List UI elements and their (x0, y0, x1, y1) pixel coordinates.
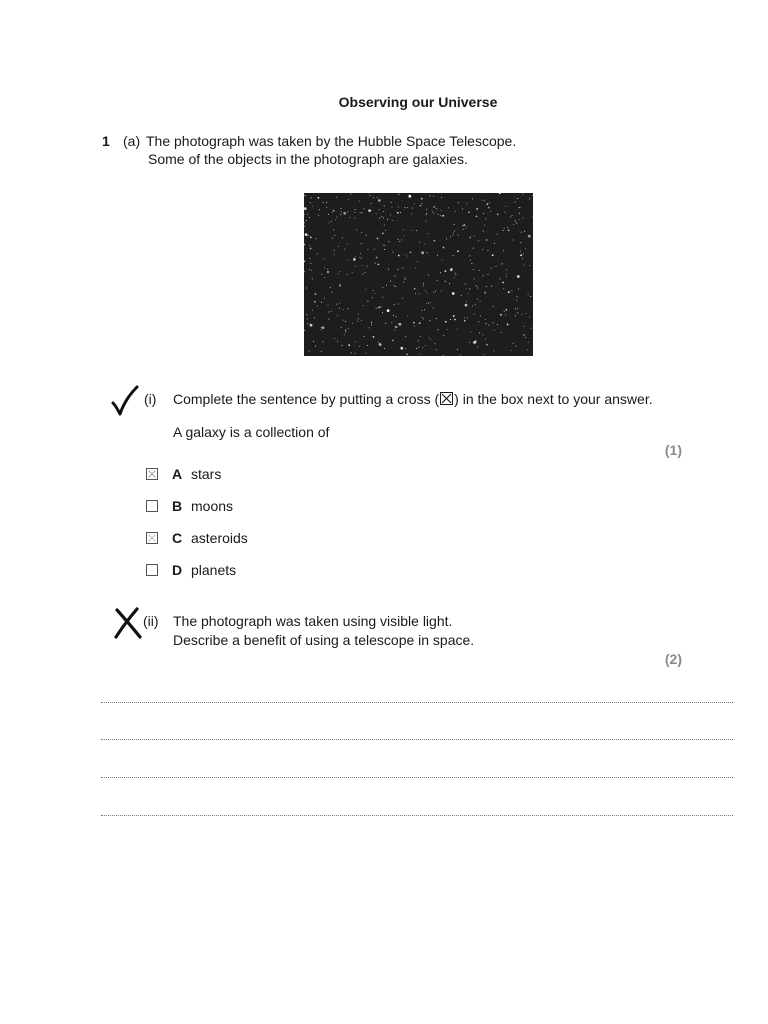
option-letter: C (172, 530, 183, 546)
option-c[interactable] (146, 529, 248, 547)
cross-mark-icon (113, 607, 143, 644)
page-title: Observing our Universe (338, 94, 498, 110)
marks-part-ii: (2) (664, 651, 682, 667)
part-i-label: (i) (144, 391, 157, 407)
option-d[interactable] (146, 561, 236, 579)
option-text: planets (191, 562, 237, 578)
option-b[interactable] (146, 497, 233, 515)
tick-icon (111, 385, 139, 422)
part-ii-line-2: Describe a benefit of using a telescope in space. (173, 632, 475, 648)
option-text: moons (191, 498, 234, 514)
part-i-instruction (173, 391, 653, 407)
answer-line-4[interactable] (101, 815, 733, 816)
hubble-starfield-photo (304, 193, 533, 356)
option-letter: A (172, 466, 183, 482)
question-stem: A galaxy is a collection of (173, 424, 330, 440)
option-letter: D (172, 562, 183, 578)
answer-line-3[interactable] (101, 777, 733, 778)
instruction-text-end: ) in the box next to your answer. (454, 391, 653, 407)
answer-line-1[interactable] (101, 702, 733, 703)
instruction-text-start: Complete the sentence by putting a cross ( (173, 391, 440, 407)
answer-checkbox[interactable] (146, 500, 158, 512)
question-intro-line-2: Some of the objects in the photograph are galaxies. (148, 151, 468, 167)
option-text: asteroids (191, 530, 248, 546)
answer-checkbox[interactable] (146, 564, 158, 576)
option-a[interactable] (146, 465, 221, 483)
question-part-label: (a) (123, 133, 141, 149)
part-ii-label: (ii) (143, 613, 159, 629)
part-ii-line-1: The photograph was taken using visible light. (173, 613, 453, 629)
answer-checkbox[interactable] (146, 532, 158, 544)
question-number: 1 (102, 133, 110, 149)
option-letter: B (172, 498, 183, 514)
question-intro-line-1: The photograph was taken by the Hubble Space Telescope. (146, 133, 517, 149)
answer-checkbox[interactable] (146, 468, 158, 480)
marks-part-i: (1) (664, 442, 682, 458)
crossed-box-icon (440, 392, 453, 405)
option-text: stars (191, 466, 222, 482)
answer-line-2[interactable] (101, 739, 733, 740)
